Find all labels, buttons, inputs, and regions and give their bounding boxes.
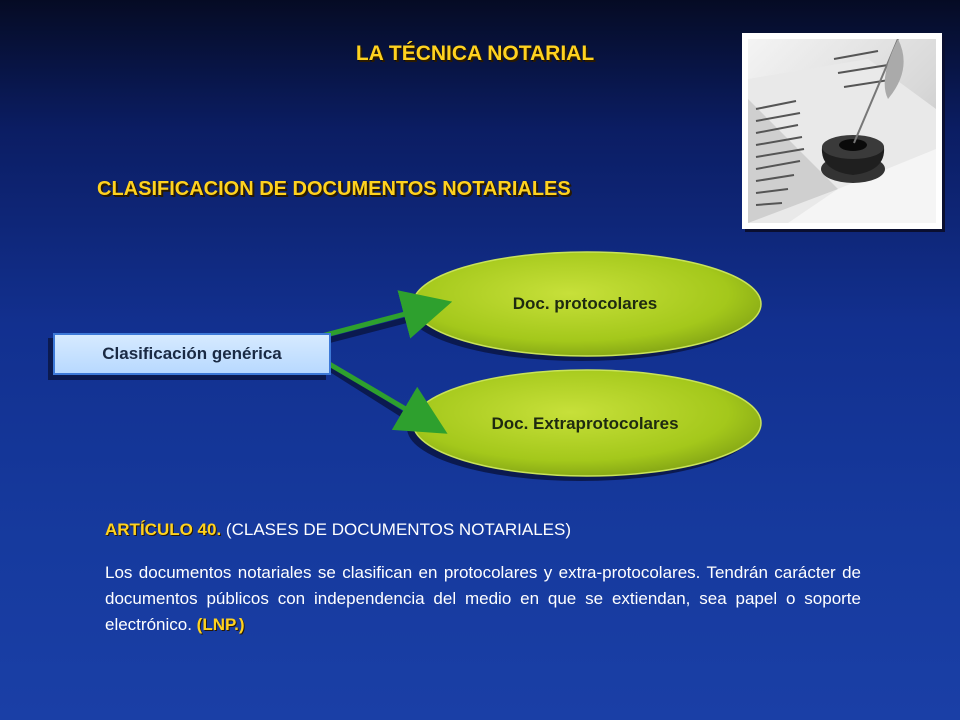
- article-title: (CLASES DE DOCUMENTOS NOTARIALES): [225, 520, 572, 539]
- arrow-to-protocolares: [314, 308, 428, 338]
- generic-classification-box: [53, 333, 331, 375]
- slide-subtitle: CLASIFICACION DE DOCUMENTOS NOTARIALES: [97, 178, 571, 200]
- extraprotocolares-label: Doc. Extraprotocolares: [491, 414, 679, 433]
- protocolares-label: Doc. protocolares: [512, 294, 658, 313]
- arrow-shadow-top: [318, 315, 426, 343]
- arrow-shadow-bottom: [318, 361, 424, 428]
- article-citation: (LNP.): [196, 615, 245, 634]
- generic-classification-label: Clasificación genérica: [102, 344, 282, 363]
- slide-title: LA TÉCNICA NOTARIAL: [355, 42, 595, 65]
- article-heading: [105, 520, 571, 540]
- article-number: ARTÍCULO 40.: [105, 520, 222, 539]
- article-body: [105, 560, 861, 638]
- article-text: Los documentos notariales se clasifican en protocolares y extra-protocolares. Tendrán carácter de documentos públicos con independencia del medio en que se extiendan, sea papel o soporte electrónico.: [105, 563, 861, 634]
